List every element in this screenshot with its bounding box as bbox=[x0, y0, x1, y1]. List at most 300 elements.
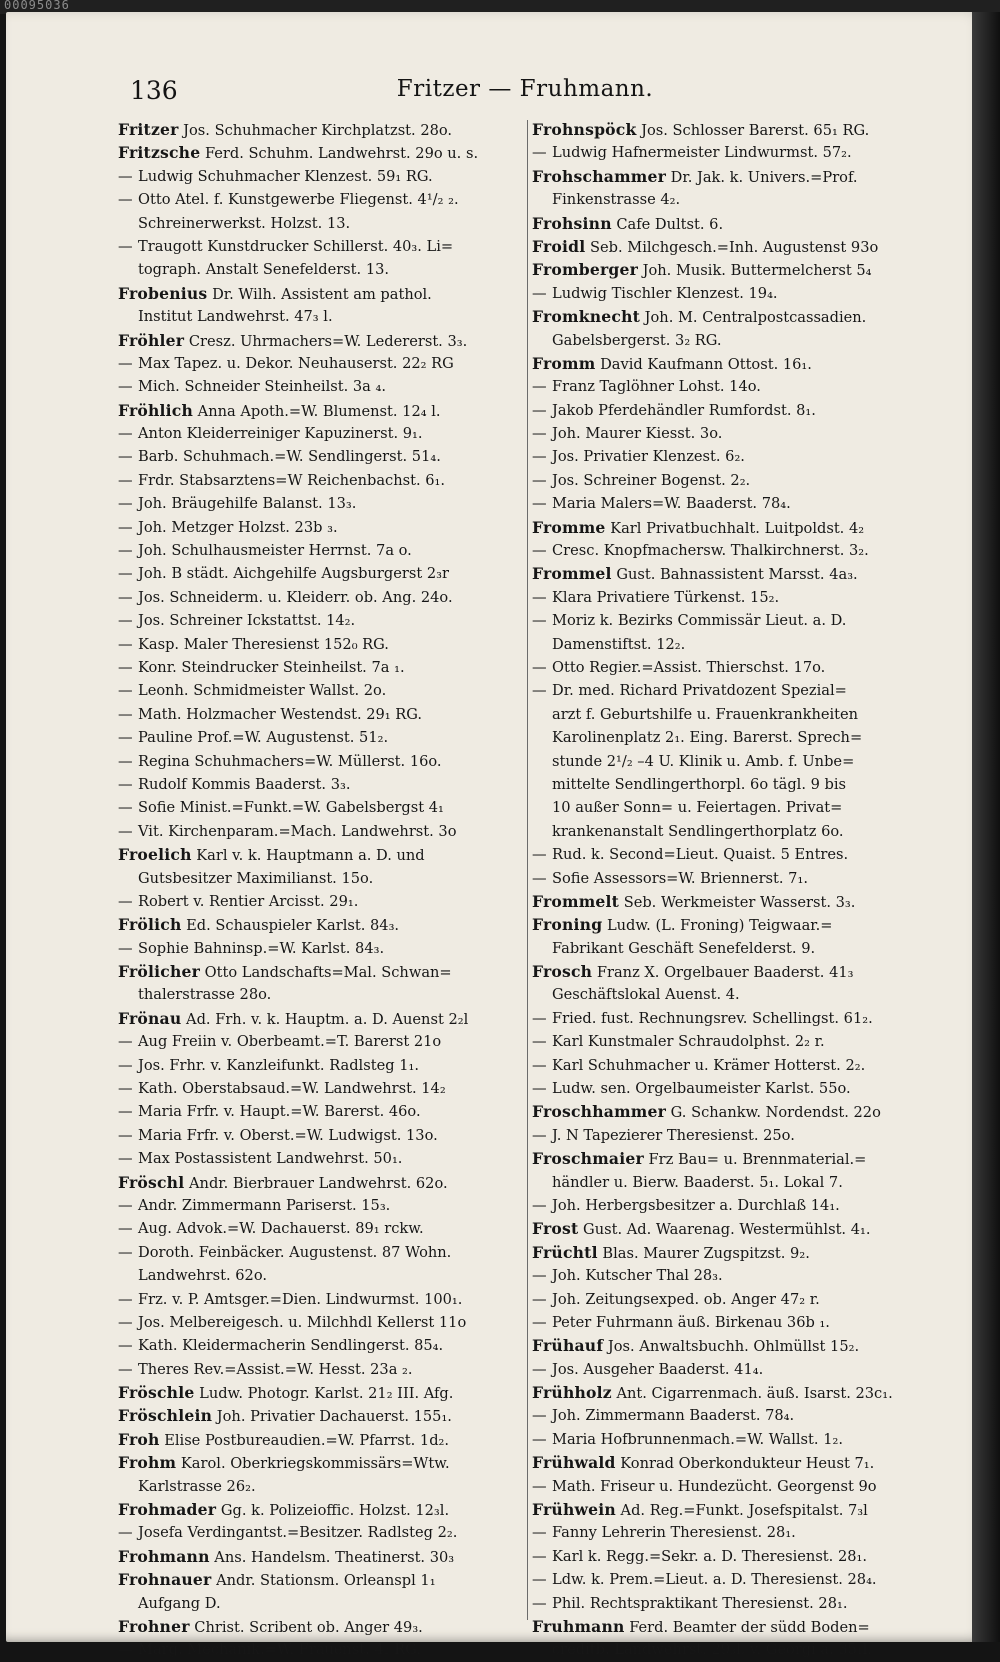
entry-surname: Frühwald bbox=[532, 1453, 616, 1473]
directory-entry bbox=[118, 1288, 524, 1311]
entry-text: Ludwig Tischler Klenzest. 19₄. bbox=[552, 284, 778, 302]
directory-entry bbox=[532, 1638, 932, 1661]
entry-text: Pauline Prof.=W. Augustenst. 51₂. bbox=[138, 729, 389, 747]
entry-text: Joh. Herbergsbesitzer a. Durchlaß 14₁. bbox=[552, 1196, 840, 1214]
entry-text: Ed. Schauspieler Karlst. 84₃. bbox=[186, 917, 400, 935]
directory-entry bbox=[532, 469, 932, 492]
directory-entry bbox=[118, 983, 524, 1006]
entry-text: Gutsbesitzer Maximilianst. 15o. bbox=[138, 869, 374, 887]
directory-entry bbox=[532, 820, 932, 843]
directory-entry bbox=[532, 1288, 932, 1311]
ditto-dash: — bbox=[118, 705, 133, 723]
entry-text: Karlstrasse 26₂. bbox=[138, 1477, 256, 1495]
page-edge-shadow bbox=[972, 12, 1000, 1642]
entry-text: Ad. Frh. v. k. Hauptm. a. D. Auenst 2₂l bbox=[186, 1010, 469, 1028]
ditto-dash: — bbox=[118, 518, 133, 536]
directory-entry bbox=[118, 726, 524, 749]
directory-entry bbox=[532, 937, 932, 960]
directory-entry bbox=[118, 1217, 524, 1240]
directory-entry bbox=[532, 212, 932, 235]
directory-entry bbox=[532, 703, 932, 726]
ditto-dash: — bbox=[532, 542, 547, 560]
entry-text: Ludw. sen. Orgelbaumeister Karlst. 55o. bbox=[552, 1080, 851, 1098]
entry-text: Andr. Stationsm. Orleanspl 1₁ bbox=[216, 1572, 436, 1590]
entry-surname: Frommelt bbox=[532, 891, 620, 911]
entry-text: thalerstrasse 28o. bbox=[138, 986, 272, 1004]
directory-entry bbox=[118, 399, 524, 422]
ditto-dash: — bbox=[532, 1407, 547, 1425]
directory-entry bbox=[118, 258, 524, 281]
directory-entry bbox=[532, 679, 932, 702]
ditto-dash: — bbox=[532, 1571, 547, 1589]
entry-text: Joh. Kutscher Thal 28₃. bbox=[552, 1267, 723, 1285]
entry-surname: Fromberger bbox=[532, 260, 638, 280]
entry-text: Jos. Schlosser Barerst. 65₁ RG. bbox=[641, 122, 870, 139]
directory-entry bbox=[532, 352, 932, 375]
ditto-dash: — bbox=[118, 775, 133, 793]
entry-surname: Frommel bbox=[532, 564, 612, 584]
entry-text: Jos. Privatier Klenzest. 6₂. bbox=[552, 448, 745, 466]
directory-entry bbox=[118, 1311, 524, 1334]
directory-entry bbox=[118, 773, 524, 796]
directory-entry bbox=[532, 1147, 932, 1170]
entry-text: Jos. Melbereigesch. u. Milchhdl Kellerst 11o bbox=[138, 1313, 467, 1331]
entry-text: Anna Apoth.=W. Blumenst. 12₄ l. bbox=[197, 402, 441, 420]
directory-entry bbox=[118, 656, 524, 679]
entry-text: Leonh. Schmidmeister Wallst. 2o. bbox=[138, 682, 387, 700]
directory-entry bbox=[532, 399, 932, 422]
entry-text: Maria Hofbrunnenmach.=W. Wallst. 1₂. bbox=[552, 1430, 843, 1448]
ditto-dash: — bbox=[532, 1267, 547, 1285]
entry-text: Joh. Musik. Buttermelcherst 5₄ bbox=[642, 262, 872, 280]
ditto-dash: — bbox=[118, 658, 133, 676]
directory-entry bbox=[118, 1638, 524, 1661]
ditto-dash: — bbox=[118, 1337, 133, 1355]
directory-entry bbox=[118, 586, 524, 609]
directory-entry bbox=[532, 983, 932, 1006]
ditto-dash: — bbox=[118, 1313, 133, 1331]
entry-text: Regina Schuhmachers=W. Müllerst. 16o. bbox=[138, 752, 442, 770]
directory-entry bbox=[532, 656, 932, 679]
directory-entry bbox=[118, 1334, 524, 1357]
directory-entry bbox=[118, 913, 524, 936]
ditto-dash: — bbox=[532, 1594, 547, 1612]
entry-surname: Frohschammer bbox=[532, 166, 667, 186]
entry-text: Doroth. Feinbäcker. Augustenst. 87 Wohn. bbox=[138, 1243, 452, 1261]
directory-entry bbox=[118, 188, 524, 211]
entry-text: Joh. Metzger Holzst. 23b ₃. bbox=[138, 518, 338, 536]
ditto-dash: — bbox=[118, 448, 133, 466]
running-head: Fritzer — Fruhmann. bbox=[396, 76, 654, 102]
directory-entry bbox=[532, 1428, 932, 1451]
directory-entry bbox=[532, 1171, 932, 1194]
directory-entry bbox=[532, 773, 932, 796]
ditto-dash: — bbox=[118, 1033, 133, 1051]
ditto-dash: — bbox=[532, 588, 547, 606]
directory-entry bbox=[118, 469, 524, 492]
directory-entry bbox=[532, 118, 932, 141]
ditto-dash: — bbox=[532, 1009, 547, 1027]
directory-entry bbox=[532, 1077, 932, 1100]
entry-text: G. Schankw. Nordendst. 22o bbox=[670, 1104, 881, 1122]
directory-entry bbox=[532, 609, 932, 632]
directory-entry bbox=[532, 1030, 932, 1053]
directory-entry bbox=[118, 329, 524, 352]
ditto-dash: — bbox=[532, 1477, 547, 1495]
entry-surname: Frohsinn bbox=[532, 213, 612, 233]
entry-text: Gabelsbergerst. 3₂ RG. bbox=[552, 331, 722, 349]
entry-surname: Frühwein bbox=[532, 1500, 616, 1520]
ditto-dash: — bbox=[118, 495, 133, 513]
directory-entry bbox=[532, 633, 932, 656]
entry-text: Joh. B städt. Aichgehilfe Augsburgerst 2₃r bbox=[138, 565, 449, 583]
ditto-dash: — bbox=[532, 284, 547, 302]
entry-text: Andr. Zimmermann Pariserst. 15₃. bbox=[138, 1196, 391, 1214]
ditto-dash: — bbox=[532, 1290, 547, 1308]
directory-entry bbox=[118, 750, 524, 773]
entry-surname: Frölich bbox=[118, 915, 182, 935]
entry-text: Gg. k. Polizeioffic. Holzst. 12₃l. bbox=[220, 1502, 450, 1520]
entry-text: Elise Postbureaudien.=W. Pfarrst. 1d₂. bbox=[164, 1431, 450, 1449]
entry-text: Geschäftslokal Auenst. 4. bbox=[552, 986, 740, 1004]
entry-text: Dr. Wilh. Assistent am pathol. bbox=[212, 285, 432, 303]
directory-entry bbox=[118, 516, 524, 539]
directory-entry bbox=[118, 1054, 524, 1077]
ditto-dash: — bbox=[118, 612, 133, 630]
entry-text: Rudolf Kommis Baaderst. 3₃. bbox=[138, 775, 351, 793]
entry-text: Dr. Jak. k. Univers.=Prof. bbox=[670, 168, 858, 186]
directory-entry bbox=[118, 1241, 524, 1264]
directory-entry bbox=[118, 282, 524, 305]
ditto-dash: — bbox=[118, 542, 133, 560]
directory-entry bbox=[532, 726, 932, 749]
entry-text: Blas. Maurer Zugspitzst. 9₂. bbox=[602, 1244, 810, 1262]
directory-entry bbox=[118, 796, 524, 819]
entry-text: tograph. Anstalt Senefelderst. 13. bbox=[138, 261, 390, 279]
left-column bbox=[118, 118, 524, 1659]
ditto-dash: — bbox=[118, 1103, 133, 1121]
directory-entry bbox=[532, 1264, 932, 1287]
entry-text: Kasp. Maler Theresienst 152₀ RG. bbox=[138, 635, 389, 653]
entry-text: Cafe Dultst. 6. bbox=[616, 215, 724, 233]
directory-entry bbox=[118, 235, 524, 258]
directory-entry bbox=[532, 1124, 932, 1147]
entry-text: Peter Fuhrmann äuß. Birkenau 36b ₁. bbox=[552, 1313, 830, 1331]
ditto-dash: — bbox=[118, 191, 133, 209]
directory-entry bbox=[532, 539, 932, 562]
entry-text: Frz. v. P. Amtsger.=Dien. Lindwurmst. 100₁. bbox=[138, 1290, 463, 1308]
entry-text: Gust. Ad. Waarenag. Westermühlst. 4₁. bbox=[583, 1221, 871, 1239]
ditto-dash: — bbox=[532, 1056, 547, 1074]
directory-entry bbox=[532, 1475, 932, 1498]
entry-text: Karl Privatbuchhalt. Luitpoldst. 4₂ bbox=[610, 519, 865, 537]
directory-entry bbox=[118, 679, 524, 702]
entry-text: Joh. Bräugehilfe Balanst. 13₃. bbox=[138, 495, 357, 513]
entry-surname: Fromm bbox=[532, 353, 596, 373]
directory-entry bbox=[532, 1498, 932, 1521]
directory-entry bbox=[118, 820, 524, 843]
entry-surname: Frohner bbox=[118, 1617, 190, 1636]
ditto-dash: — bbox=[532, 471, 547, 489]
entry-text: Joh. Zimmermann Baaderst. 78₄. bbox=[552, 1407, 795, 1425]
ditto-dash: — bbox=[118, 237, 133, 255]
directory-entry bbox=[532, 235, 932, 258]
directory-entry bbox=[118, 1030, 524, 1053]
directory-entry bbox=[118, 352, 524, 375]
directory-entry bbox=[118, 165, 524, 188]
directory-entry bbox=[532, 516, 932, 539]
directory-entry bbox=[532, 796, 932, 819]
entry-text: Maria Frfr. v. Oberst.=W. Ludwigst. 13o. bbox=[138, 1126, 438, 1144]
entry-text: Jos. Ausgeher Baaderst. 41₄. bbox=[552, 1360, 764, 1378]
entry-text: Ludw. (L. Froning) Teigwaar.= bbox=[606, 917, 833, 935]
entry-text: Maria Malers=W. Baaderst. 78₄. bbox=[552, 495, 791, 513]
directory-entry bbox=[532, 1334, 932, 1357]
directory-entry bbox=[532, 1451, 932, 1474]
entry-text: Maria Frfr. v. Haupt.=W. Barerst. 46o. bbox=[138, 1103, 421, 1121]
entry-text: Frdr. Stabsarztens=W Reichenbachst. 6₁. bbox=[138, 471, 446, 489]
directory-entry bbox=[532, 1217, 932, 1240]
entry-text: David Kaufmann Ottost. 16₁. bbox=[600, 355, 812, 373]
directory-entry bbox=[118, 1568, 524, 1591]
directory-entry bbox=[118, 1498, 524, 1521]
ditto-dash: — bbox=[118, 425, 133, 443]
entry-text: Fried. fust. Rechnungsrev. Schellingst. 61₂. bbox=[552, 1009, 873, 1027]
ditto-dash: — bbox=[118, 1524, 133, 1542]
entry-text: Aug Freiin v. Oberbeamt.=T. Barerst 21o bbox=[138, 1033, 442, 1051]
directory-entry bbox=[532, 1054, 932, 1077]
entry-text: Cresc. Knopfmachersw. Thalkirchnerst. 3₂. bbox=[552, 542, 869, 560]
directory-entry bbox=[532, 750, 932, 773]
entry-text: Kath. Oberstabsaud.=W. Landwehrst. 14₂ bbox=[138, 1080, 446, 1098]
directory-entry bbox=[118, 1100, 524, 1123]
entry-text: Moriz k. Bezirks Commissär Lieut. a. D. bbox=[552, 612, 847, 630]
entry-surname: Frohm bbox=[118, 1453, 177, 1473]
ditto-dash: — bbox=[118, 1196, 133, 1214]
entry-text: Theres Rev.=Assist.=W. Hesst. 23a ₂. bbox=[138, 1360, 413, 1378]
entry-text: Jos. Schuhmacher Kirchplatzst. 28o. bbox=[183, 122, 453, 139]
entry-text: Traugott Kunstdrucker Schillerst. 40₃. Li= bbox=[138, 237, 454, 255]
entry-text: Andr. Bierbrauer Landwehrst. 62o. bbox=[189, 1174, 448, 1192]
directory-entry bbox=[118, 1264, 524, 1287]
directory-entry bbox=[118, 1592, 524, 1615]
entry-text: Phil. Rechtspraktikant Theresienst. 28₁. bbox=[552, 1594, 848, 1612]
directory-entry bbox=[118, 562, 524, 585]
ditto-dash: — bbox=[118, 729, 133, 747]
entry-text: Dr. med. Richard Privatdozent Spezial= bbox=[552, 682, 847, 700]
entry-text: Kath. Kleidermacherin Sendlingerst. 85₄. bbox=[138, 1337, 444, 1355]
directory-entry bbox=[118, 843, 524, 866]
directory-entry bbox=[118, 1428, 524, 1451]
entry-text: Ferd. Beamter der südd Boden= bbox=[629, 1619, 870, 1636]
entry-surname: Frühauf bbox=[532, 1336, 604, 1356]
entry-text: Ludwig Schuhmacher Klenzest. 59₁ RG. bbox=[138, 167, 433, 185]
directory-entry bbox=[118, 118, 524, 141]
entry-surname: Frosch bbox=[532, 962, 593, 982]
entry-text: Damenstiftst. 12₂. bbox=[552, 635, 686, 653]
entry-text: Marg. Mechanik.=W. Frauenst. 4₂ RG. bbox=[138, 1641, 422, 1659]
entry-text: Aufgang D. bbox=[138, 1594, 221, 1612]
entry-text: Jakob Pferdehändler Rumfordst. 8₁. bbox=[552, 401, 816, 419]
ditto-dash: — bbox=[118, 1243, 133, 1261]
entry-text: Cresz. Uhrmachers=W. Ledererst. 3₃. bbox=[188, 332, 468, 350]
entry-text: Vit. Kirchenparam.=Mach. Landwehrst. 3o bbox=[138, 822, 457, 840]
ditto-dash: — bbox=[532, 682, 547, 700]
entry-surname: Frölicher bbox=[118, 962, 201, 982]
directory-entry bbox=[118, 1007, 524, 1030]
ditto-dash: — bbox=[118, 565, 133, 583]
directory-entry bbox=[532, 1404, 932, 1427]
directory-entry bbox=[118, 937, 524, 960]
entry-text: Karl v. k. Hauptmann a. D. und bbox=[196, 847, 425, 865]
entry-text: Finkenstrasse 4₂. bbox=[552, 191, 681, 209]
entry-surname: Fröhler bbox=[118, 330, 185, 350]
entry-text: Jos. Schneiderm. u. Kleiderr. ob. Ang. 24o. bbox=[138, 588, 453, 606]
entry-surname: Fröhlich bbox=[118, 400, 194, 420]
directory-entry bbox=[118, 305, 524, 328]
entry-text: Anton Kleiderreiniger Kapuzinerst. 9₁. bbox=[138, 425, 423, 443]
entry-surname: Frohmader bbox=[118, 1500, 217, 1520]
directory-entry bbox=[118, 539, 524, 562]
directory-entry bbox=[532, 282, 932, 305]
directory-entry bbox=[118, 1124, 524, 1147]
directory-entry bbox=[532, 445, 932, 468]
entry-text: Math. Holzmacher Westendst. 29₁ RG. bbox=[138, 705, 423, 723]
directory-entry bbox=[532, 1100, 932, 1123]
ditto-dash: — bbox=[118, 1126, 133, 1144]
ditto-dash: — bbox=[532, 1360, 547, 1378]
entry-surname: Fröschlein bbox=[118, 1406, 213, 1426]
directory-entry bbox=[532, 1521, 932, 1544]
entry-text: Karolinenplatz 2₁. Eing. Barerst. Sprech= bbox=[552, 729, 863, 747]
directory-entry bbox=[118, 1147, 524, 1170]
entry-surname: Fröschl bbox=[118, 1172, 185, 1192]
directory-entry bbox=[532, 960, 932, 983]
directory-entry bbox=[118, 1615, 524, 1638]
directory-entry bbox=[532, 843, 932, 866]
entry-text: Math. Friseur u. Hundezücht. Georgenst 9o bbox=[552, 1477, 877, 1495]
entry-surname: Froidl bbox=[532, 236, 586, 256]
directory-entry bbox=[532, 492, 932, 515]
ditto-dash: — bbox=[532, 1033, 547, 1051]
directory-entry bbox=[118, 492, 524, 515]
entry-text: Joh. Maurer Kiesst. 3o. bbox=[552, 425, 723, 443]
entry-surname: Frohnspöck bbox=[532, 120, 637, 139]
directory-entry bbox=[118, 1451, 524, 1474]
ditto-dash: — bbox=[532, 1196, 547, 1214]
entry-surname: Froh bbox=[118, 1429, 160, 1449]
ditto-dash: — bbox=[532, 1080, 547, 1098]
ditto-dash: — bbox=[532, 1547, 547, 1565]
directory-entry bbox=[532, 305, 932, 328]
entry-surname: Fritzsche bbox=[118, 143, 201, 163]
entry-text: Ludwig Hafnermeister Lindwurmst. 57₂. bbox=[552, 144, 852, 162]
directory-entry bbox=[532, 1592, 932, 1615]
entry-text: Mich. Schneider Steinheilst. 3a ₄. bbox=[138, 378, 387, 396]
entry-text: Sophie Bahninsp.=W. Karlst. 84₃. bbox=[138, 939, 385, 957]
entry-text: Ldw. k. Prem.=Lieut. a. D. Theresienst. 28₄. bbox=[552, 1571, 877, 1589]
ditto-dash: — bbox=[532, 612, 547, 630]
entry-text: Otto Landschafts=Mal. Schwan= bbox=[204, 964, 452, 982]
ditto-dash: — bbox=[118, 892, 133, 910]
entry-text: Franz Taglöhner Lohst. 14o. bbox=[552, 378, 761, 396]
directory-entry bbox=[118, 212, 524, 235]
directory-entry bbox=[532, 188, 932, 211]
entry-text: stunde 2¹/₂ –4 U. Klinik u. Amb. f. Unbe= bbox=[552, 752, 855, 770]
entry-text: Ans. Handelsm. Theatinerst. 30₃ bbox=[214, 1548, 455, 1566]
entry-surname: Fromknecht bbox=[532, 307, 641, 327]
directory-entry bbox=[532, 1615, 932, 1638]
directory-entry bbox=[118, 703, 524, 726]
entry-surname: Froschhammer bbox=[532, 1102, 667, 1122]
ditto-dash: — bbox=[532, 658, 547, 676]
ditto-dash: — bbox=[532, 1430, 547, 1448]
directory-entry bbox=[118, 1521, 524, 1544]
entry-text: Aug. Advok.=W. Dachauerst. 89₁ rckw. bbox=[138, 1220, 424, 1238]
ditto-dash: — bbox=[118, 1641, 133, 1659]
directory-entry bbox=[118, 633, 524, 656]
ditto-dash: — bbox=[118, 939, 133, 957]
entry-surname: Fruhmann bbox=[532, 1617, 625, 1636]
ditto-dash: — bbox=[118, 378, 133, 396]
entry-text: händler u. Bierw. Baaderst. 5₁. Lokal 7. bbox=[552, 1173, 843, 1191]
directory-entry bbox=[118, 1475, 524, 1498]
directory-entry bbox=[532, 422, 932, 445]
ditto-dash: — bbox=[118, 822, 133, 840]
ditto-dash: — bbox=[118, 1220, 133, 1238]
entry-text: Konr. Steindrucker Steinheilst. 7a ₁. bbox=[138, 658, 405, 676]
entry-text: Jos. Anwaltsbuchh. Ohlmüllst 15₂. bbox=[607, 1338, 860, 1356]
entry-text: Karl Schuhmacher u. Krämer Hotterst. 2₂. bbox=[552, 1056, 866, 1074]
entry-text: mittelte Sendlingerthorpl. 6o tägl. 9 bis bbox=[552, 775, 847, 793]
entry-text: Klara Privatiere Türkenst. 15₂. bbox=[552, 588, 780, 606]
directory-entry bbox=[532, 1241, 932, 1264]
ditto-dash: — bbox=[532, 378, 547, 396]
entry-surname: Frobenius bbox=[118, 283, 208, 303]
entry-surname: Frönau bbox=[118, 1008, 182, 1028]
entry-text: Joh. Privatier Dachauerst. 155₁. bbox=[216, 1408, 452, 1426]
entry-text: arzt f. Geburtshilfe u. Frauenkrankheiten bbox=[552, 705, 859, 723]
directory-entry bbox=[118, 1077, 524, 1100]
scan-id: 00095036 bbox=[4, 0, 70, 12]
ditto-dash: — bbox=[118, 471, 133, 489]
entry-text: J. N Tapezierer Theresienst. 25o. bbox=[552, 1126, 795, 1144]
directory-entry bbox=[532, 375, 932, 398]
column-divider bbox=[527, 120, 528, 1620]
directory-entry bbox=[532, 1311, 932, 1334]
entry-text: Christ. Scribent ob. Anger 49₃. bbox=[194, 1619, 423, 1636]
entry-text: Frz Bau= u. Brennmaterial.= bbox=[648, 1151, 867, 1169]
entry-text: Barb. Schuhmach.=W. Sendlingerst. 51₄. bbox=[138, 448, 441, 466]
entry-text: Otto Atel. f. Kunstgewerbe Fliegenst. 4¹/₂ ₂. bbox=[138, 191, 459, 209]
entry-text: Institut Landwehrst. 47₃ l. bbox=[138, 308, 333, 326]
directory-entry bbox=[532, 141, 932, 164]
entry-surname: Froschmaier bbox=[532, 1149, 644, 1169]
ditto-dash: — bbox=[532, 144, 547, 162]
entry-text: Otto Regier.=Assist. Thierschst. 17o. bbox=[552, 658, 826, 676]
ditto-dash: — bbox=[118, 799, 133, 817]
ditto-dash: — bbox=[118, 752, 133, 770]
entry-text: Sofie Minist.=Funkt.=W. Gabelsbergst 4₁ bbox=[138, 799, 444, 817]
entry-surname: Fritzer bbox=[118, 120, 179, 139]
directory-entry bbox=[118, 609, 524, 632]
entry-text: Joh. M. Centralpostcassadien. bbox=[644, 309, 867, 327]
entry-text: krankenanstalt Sendlingerthorplatz 6o. bbox=[552, 822, 844, 840]
ditto-dash: — bbox=[532, 448, 547, 466]
entry-text: Gust. Bahnassistent Marsst. 4a₃. bbox=[616, 566, 858, 584]
page-number: 136 bbox=[130, 76, 178, 105]
entry-text: Ant. Cigarrenmach. äuß. Isarst. 23c₁. bbox=[616, 1385, 893, 1403]
